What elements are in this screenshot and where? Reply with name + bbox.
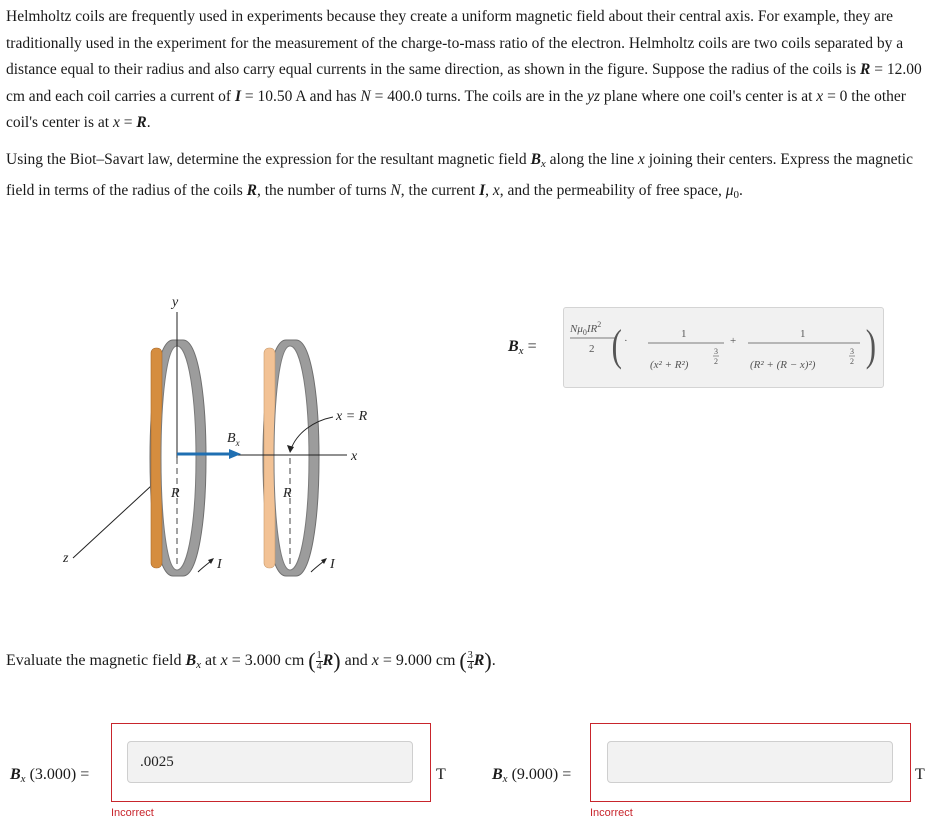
field-label: $B_x$ — [227, 431, 240, 448]
problem-intro: Helmholtz coils are frequently used in experiments because they create a uniform magnetic field about their central axis. For example, they are traditionally used in the experiment for the measurement of the charge-to-mass ratio of the electron. Helmholtz coils are two coils separated by a distance equal to their radius and also carry equal currents in the same direction, as shown in the figure. Suppose the radius of the coils is R = 12.00 cm and each coil carries a current of I = 10.50 A and has N = 400.0 turns. The coils are in the yz plane where one coil's center is at x = 0 the other coil's center is at x = R. — [6, 8, 922, 131]
formula-display — [563, 307, 884, 388]
answer-2-label: $B_x$ (9.000) = — [492, 766, 572, 785]
y-axis-label: y — [172, 295, 179, 310]
svg-text:1: 1 — [800, 328, 806, 340]
x-axis-label: x — [351, 449, 358, 464]
svg-text:3: 3 — [850, 347, 854, 356]
svg-text:(: ( — [611, 321, 622, 371]
answer-1-unit: T — [436, 766, 446, 783]
evaluate-instruction: Evaluate the magnetic field $B_x$ at x = 3.000 cm ( $\frac{1}{4}$ R) and x = 9.000 cm ( $\frac{3}{4}$ R). — [6, 648, 496, 673]
current-left-label: I — [217, 557, 222, 572]
left-coil-winding — [151, 348, 162, 568]
formula-lhs: $B_x$ = — [508, 338, 537, 357]
field-arrow-head — [229, 449, 241, 459]
svg-text:·: · — [624, 335, 628, 347]
answer-1-input[interactable] — [127, 741, 413, 783]
current-right-arrow — [311, 561, 324, 572]
formula-numerator: $N\mu_0IR^2$ — [570, 320, 602, 337]
radius-left-label: R — [171, 486, 180, 501]
helmholtz-coils-figure — [55, 290, 375, 590]
answer-1-label: $B_x$ (3.000) = — [10, 766, 90, 785]
svg-text:3: 3 — [714, 347, 718, 356]
current-right-label: I — [330, 557, 335, 572]
answer-2-unit: T — [915, 766, 925, 783]
svg-text:(x² + R²): (x² + R²) — [650, 359, 689, 371]
answer-2-status: Incorrect — [590, 807, 633, 819]
svg-text:2: 2 — [714, 357, 718, 366]
svg-text:2: 2 — [850, 357, 854, 366]
svg-text:): ) — [865, 321, 876, 371]
answer-2-input[interactable] — [607, 741, 893, 783]
answer-1-status: Incorrect — [111, 807, 154, 819]
problem-question: Using the Biot–Savart law, determine the expression for the resultant magnetic field $B_x$ along the line x joining their centers. Express the magnetic field in terms of the radius of the coils R, the number of turns N, the current I, x, and the permeability of free space, μ0. — [6, 151, 913, 201]
svg-text:(R² + (R − x)²): (R² + (R − x)²) — [750, 359, 816, 371]
current-left-arrow — [198, 561, 211, 572]
x-eq-r-label: x = R — [336, 409, 368, 424]
z-axis-label: z — [63, 551, 69, 566]
left-coil — [150, 340, 206, 576]
right-coil — [263, 340, 319, 576]
radius-right-label: R — [283, 486, 292, 501]
formula-denominator: 2 — [589, 343, 595, 355]
svg-text:1: 1 — [681, 328, 687, 340]
svg-text:+: + — [730, 335, 737, 347]
right-coil-winding — [264, 348, 275, 568]
